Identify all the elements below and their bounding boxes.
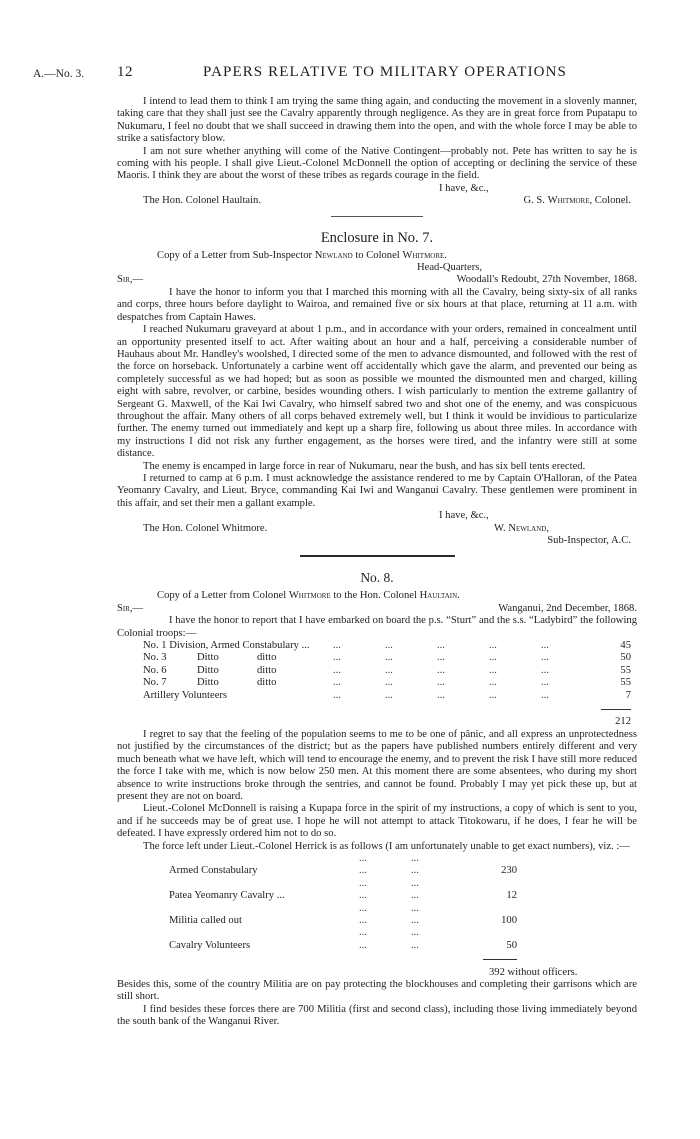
total-cell: 392 without officers. — [489, 966, 578, 978]
page-number: 12 — [117, 64, 133, 80]
paragraph: I intend to lead them to think I am trying the same thing again, and conducting the movement in a slovenly manner, taking care that they shall just see the Cavalry apparently through negligence. As they are in great force from Pupatapu to Nukumaru, I feel no doubt that we shall succeed in drawing them into the open, and with the whole force I may be able to strike a satisfactory blow. — [117, 96, 637, 145]
total-row — [117, 716, 637, 728]
letter-description: Copy of a Letter from Colonel Whitmore to the Hon. Colonel Haultain. — [157, 590, 460, 602]
table-row — [117, 640, 637, 652]
table-row — [117, 677, 637, 689]
closing-phrase: I have, &c., — [439, 510, 489, 522]
count-cell: 55 — [620, 664, 631, 676]
section-divider — [331, 216, 423, 217]
count-cell: 230 — [501, 865, 517, 877]
total-row — [117, 702, 637, 716]
enclosure-7 — [117, 229, 637, 548]
forces-left-table — [117, 853, 637, 979]
unit-cell: Patea Yeomanry Cavalry ... — [169, 890, 285, 902]
section-heading: Enclosure in No. 7. — [320, 229, 434, 246]
table-row — [117, 652, 637, 664]
unit-cell: No. 7 Ditto ditto — [143, 677, 277, 689]
letter-no-8 — [117, 569, 637, 1028]
paragraph: I am not sure whether anything will come of the Native Contingent—probably not. Pete has written to say he is coming with his people. I shall give Lieut.-Colonel McDonnell the option of accepting or declining the service of these Maoris. I think they are about the worst of these tribes as regards courage in the field. — [117, 145, 637, 182]
paragraph: Besides this, some of the country Militia are on pay protecting the blockhouses and completing their garrisons which are still short. — [117, 979, 637, 1003]
troops-table — [117, 640, 637, 729]
salutation: Sir,— — [117, 602, 144, 614]
signature: W. Newland, — [494, 522, 549, 534]
leader-dots: ... ... ... ... ... — [333, 640, 549, 652]
unit-cell: Armed Constabulary — [169, 865, 258, 877]
count-cell: 50 — [620, 652, 631, 664]
page-header — [33, 66, 667, 82]
headquarters-line: Head-Quarters, — [417, 262, 483, 274]
unit-cell: Cavalry Volunteers — [169, 939, 251, 951]
paragraph: The enemy is encamped in large force in rear of Nukumaru, near the bush, and has six bell tents erected. — [143, 460, 586, 472]
salutation-row — [117, 603, 637, 615]
signature-row — [117, 195, 637, 207]
page-body — [117, 96, 637, 1029]
paragraph: I reached Nukumaru graveyard at about 1 p.m., and in accordance with your orders, remained in concealment until an opportunity presented itself to act. After waiting about an hour and a half, perceiving a considerable number of Hauhaus about Mr. Handley's woolshed, I directed some of the men to advance dismounted, and followed with the rest of the force on horseback. Unfortunately a carbine went off accidentally which gave the alarm, and prevented our being as completely successful as we had hoped; but as soon as possible we mounted the dismounted men and charged, killing eight with sabre, revolver, or carbine, besides wounding others. I wish particularly to mention the extreme gallantry of Sergeant G. Maxwell, of the Kai Iwi Cavalry, who himself sabred two and shot one of the enemy, and was conspicuous throughout the affair. Many others of all corps behaved extremely well, but I think it would be invidious to particularize further. The enemy turned out immediately and kept up a sharp fire, following us about three miles. In accordance with my instructions I did not risk any further engagement, as the horses were tired, and the infantry were still at some distance. — [117, 324, 637, 460]
table-row — [117, 853, 637, 878]
unit-cell: Militia called out — [169, 914, 242, 926]
paragraph: I have the honor to inform you that I marched this morning with all the Cavalry, being sixty-six of all ranks and corps, three hours before daylight to Wairoa, and remained five or six hours at that place, returning at 11 a.m. with despatches from Captain Hawes. — [117, 286, 637, 323]
paragraph: I regret to say that the feeling of the population seems to me to be one of pânic, and all express an unprotectedness not justified by the circumstances of the district; but as the papers have published numbers entirely different and very much beneath what we have left, which will tend to encourage the enemy, and to prevent the risk I have still more reduced the force I take with me, which is now below 250 men. At this moment there are some absentees, who during my short absence to write instructions broke through the sentries, and cannot be found. Probably I may yet pick these up, but at present they are not on board. — [117, 728, 637, 802]
table-row — [117, 690, 637, 702]
running-title: PAPERS RELATIVE TO MILITARY OPERATIONS — [203, 64, 567, 80]
paragraph: Lieut.-Colonel McDonnell is raising a Kupapa force in the spirit of my instructions, a copy of which is sent to you, and if he succeeds may be of great use. I hope he will not attempt to attack Titokowaru, if he does, I fear he will be defeated. I have expressly ordered him not to do so. — [117, 803, 637, 840]
paragraph: I have the honor to report that I have embarked on board the p.s. “Sturt” and the s.s. “Ladybird” the following Colonial troops:— — [117, 615, 637, 639]
unit-cell: No. 6 Ditto ditto — [143, 664, 277, 676]
salutation-row — [117, 274, 637, 286]
count-cell: 100 — [501, 914, 517, 926]
closing-phrase: I have, &c., — [439, 182, 489, 194]
count-cell: 45 — [620, 640, 631, 652]
leader-dots: ... ... ... ... ... — [333, 689, 549, 701]
leader-dots: ... ...... ... — [359, 927, 419, 951]
unit-cell: Artillery Volunteers — [143, 689, 228, 701]
unit-cell: No. 1 Division, Armed Constabulary ... — [143, 640, 310, 652]
count-cell: 12 — [506, 890, 517, 902]
leader-dots: ... ...... ... — [359, 852, 419, 877]
signature-title: Sub-Inspector, A.C. — [547, 535, 631, 546]
document-reference: A.—No. 3. — [33, 68, 85, 80]
paragraph: I returned to camp at 6 p.m. I must acknowledge the assistance rendered to me by Captain O'Halloran, of the Patea Yeomanry Cavalry, and Lieut. Bryce, commanding Kai Iwi and Wanganui Cavalry. These gentlemen were prominent in this affair, and set their men a gallant example. — [117, 472, 637, 509]
count-cell: 7 — [625, 689, 631, 701]
section-heading: No. 8. — [360, 570, 394, 586]
total-cell: 212 — [615, 716, 631, 728]
signature: G. S. Whitmore, Colonel. — [523, 195, 631, 207]
leader-dots: ... ... ... ... ... — [333, 664, 549, 676]
leader-dots: ... ... ... ... ... — [333, 652, 549, 664]
leader-dots: ... ...... ... — [359, 902, 419, 926]
letter-description: Copy of a Letter from Sub-Inspector Newland to Colonel Whitmore. — [157, 249, 447, 261]
unit-cell: No. 3 Ditto ditto — [143, 652, 277, 664]
addressee: The Hon. Colonel Whitmore. — [143, 522, 268, 534]
total-rule — [481, 952, 517, 966]
salutation: Sir,— — [117, 274, 144, 286]
table-row — [117, 903, 637, 928]
paragraph: I find besides these forces there are 700 Militia (first and second class), including those living immediately beyond the south bank of the Wanganui River. — [117, 1003, 637, 1028]
total-rule — [593, 702, 637, 716]
leader-dots: ... ... ... ... ... — [333, 677, 549, 689]
addressee: The Hon. Colonel Haultain. — [143, 195, 261, 207]
table-row — [117, 927, 637, 952]
total-row — [117, 952, 637, 966]
place-date: Wanganui, 2nd December, 1868. — [498, 602, 637, 614]
signature-row — [117, 523, 637, 535]
leader-dots: ... ...... ... — [359, 877, 419, 902]
count-cell: 50 — [506, 939, 517, 951]
letter-top — [117, 96, 637, 208]
place-date: Woodall's Redoubt, 27th November, 1868. — [456, 274, 637, 286]
count-cell: 55 — [620, 677, 631, 689]
table-row — [117, 878, 637, 903]
table-row — [117, 665, 637, 677]
paragraph: The force left under Lieut.-Colonel Herrick is as follows (I am unfortunately unable to get exact numbers), viz. :— — [143, 840, 630, 852]
total-row — [117, 967, 637, 979]
section-divider — [300, 555, 455, 557]
